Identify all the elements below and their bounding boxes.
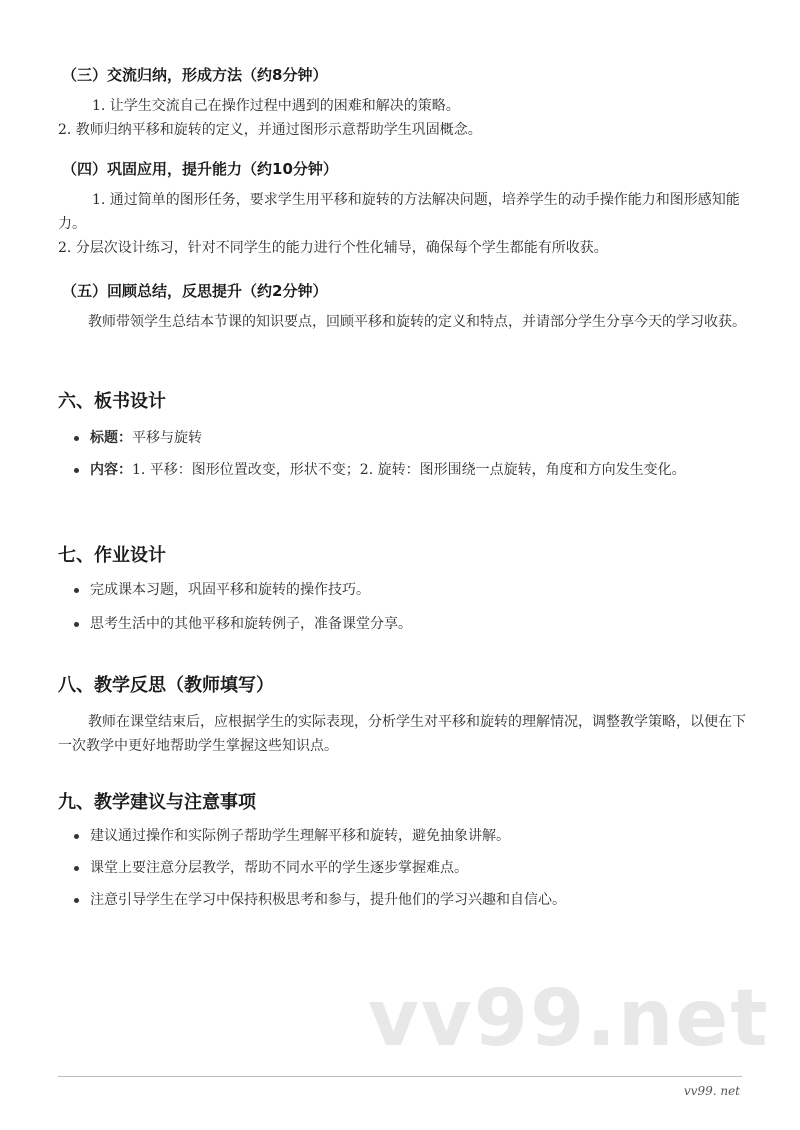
bullet-icon: [74, 588, 79, 593]
footer-site-label: vv99. net: [683, 1084, 740, 1098]
content-label: 内容：: [90, 462, 132, 478]
bullet-icon: [74, 834, 79, 839]
bullet-icon: [74, 866, 79, 871]
paragraph: 教师在课堂结束后，应根据学生的实际表现，分析学生对平移和旋转的理解情况，调整教学策略，以便在下一次教学中更好地帮助学生掌握这些知识点。: [58, 714, 746, 754]
bullet-icon: [74, 436, 79, 441]
list-item: 思考生活中的其他平移和旋转例子，准备课堂分享。: [74, 612, 744, 636]
bullet-icon: [74, 898, 79, 903]
subheading-review-reflect: （五）回顾总结，反思提升（约2分钟）: [62, 282, 328, 300]
subheading-consolidate-apply: （四）巩固应用，提升能力（约10分钟）: [62, 160, 338, 178]
footer-divider: [58, 1076, 742, 1077]
list-item: 课堂上要注意分层教学，帮助不同水平的学生逐步掌握难点。: [74, 856, 744, 880]
list-item: 1. 通过简单的图形任务，要求学生用平移和旋转的方法解决问题，培养学生的动手操作能力和图形感知能力。: [58, 192, 740, 232]
bullet-icon: [74, 622, 79, 627]
content-value: 1. 平移：图形位置改变，形状不变；2. 旋转：图形围绕一点旋转，角度和方向发生变化。: [132, 462, 686, 478]
subheading-exchange-summary: （三）交流归纳，形成方法（约8分钟）: [62, 66, 328, 84]
list-item: 完成课本习题，巩固平移和旋转的操作技巧。: [74, 578, 744, 602]
list-item: [74, 458, 744, 482]
section-heading-board-design: 六、板书设计: [58, 391, 166, 412]
list-item: 2. 分层次设计练习，针对不同学生的能力进行个性化辅导，确保每个学生都能有所收获。: [58, 240, 608, 256]
title-value: 平移与旋转: [132, 430, 202, 446]
section-heading-teaching-suggestions: 九、教学建议与注意事项: [58, 792, 256, 813]
bullet-icon: [74, 468, 79, 473]
watermark: vv99.net: [368, 974, 770, 1064]
list-item: [74, 426, 744, 450]
section-heading-homework: 七、作业设计: [58, 545, 166, 566]
list-item: 注意引导学生在学习中保持积极思考和参与，提升他们的学习兴趣和自信心。: [74, 888, 744, 912]
title-label: 标题：: [90, 430, 132, 446]
list-item: 2. 教师归纳平移和旋转的定义，并通过图形示意帮助学生巩固概念。: [58, 122, 482, 138]
list-item: 1. 让学生交流自己在操作过程中遇到的困难和解决的策略。: [92, 98, 460, 114]
paragraph: 教师带领学生总结本节课的知识要点，回顾平移和旋转的定义和特点，并请部分学生分享今天的学习收获。: [88, 314, 746, 330]
section-heading-teaching-reflection: 八、教学反思（教师填写）: [58, 675, 274, 696]
list-item: 建议通过操作和实际例子帮助学生理解平移和旋转，避免抽象讲解。: [74, 824, 744, 848]
